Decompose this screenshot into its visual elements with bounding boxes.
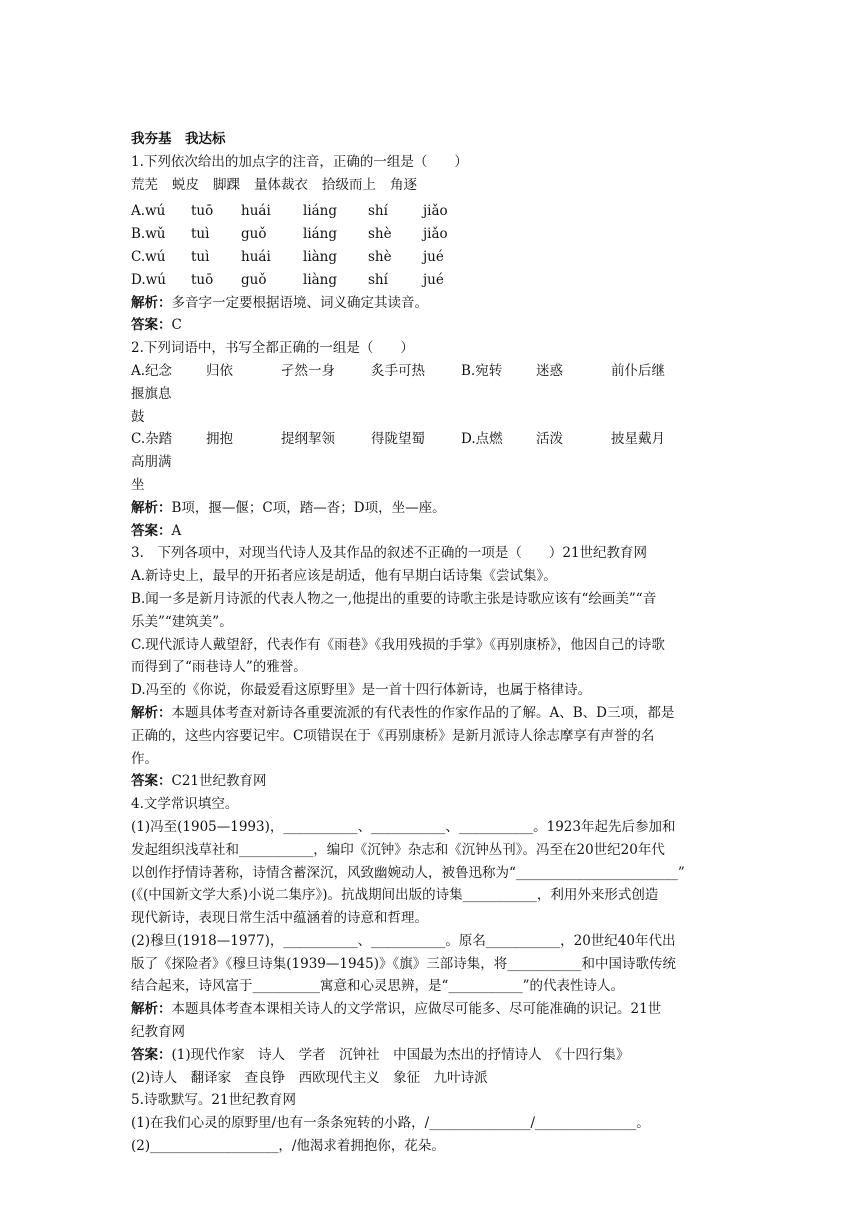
- answer-label: 答案：: [131, 773, 172, 790]
- q3-option-b-cont: 乐美”“建筑美”。: [131, 613, 233, 630]
- option-cell: shè: [368, 226, 392, 243]
- q4-answer-cont: (2)诗人 翻译家 查良铮 西欧现代主义 象征 九叶诗派: [131, 1069, 488, 1086]
- option-cell: liáng: [303, 203, 338, 220]
- option-cell: liàng: [303, 248, 338, 265]
- q3-option-d: D.冯至的《你说，你最爱看这原野里》是一首十四行体新诗，也属于格律诗。: [131, 682, 592, 699]
- analysis-text: B项，揠—偃；C项，踏—沓；D项，坐—座。: [171, 499, 446, 516]
- q3-option-c-cont: 而得到了“雨巷诗人”的雅誉。: [131, 659, 307, 676]
- q1-word: 拾级而上: [322, 176, 376, 193]
- option-cell: jiǎo: [423, 226, 448, 243]
- q2-item: A.纪念: [131, 362, 173, 379]
- option-cell: D.wú: [131, 271, 166, 288]
- q3-analysis-cont: 作。: [131, 750, 158, 767]
- q1-stem: 1.下列依次给出的加点字的注音，正确的一组是（ ）: [131, 153, 468, 170]
- answer-text: (1)现代作家 诗人 学者 沉钟社 中国最为杰出的抒情诗人 《十四行集》: [171, 1046, 630, 1063]
- q3-analysis: [131, 702, 741, 725]
- q5-line: (1)在我们心灵的原野里/也有一条条宛转的小路，/_______________/_______________。: [131, 1115, 650, 1132]
- q3-option-b: B.闻一多是新月诗派的代表人物之一,他提出的重要的诗歌主张是诗歌应该有“绘画美”“音: [131, 590, 657, 607]
- option-cell: C.wú: [131, 248, 166, 265]
- section-title: 我夯基 我达标: [131, 131, 226, 147]
- q4-analysis-cont: 纪教育网: [131, 1024, 185, 1041]
- answer-label: 答案：: [131, 1046, 172, 1063]
- q5-stem: 5.诗歌默写。21世纪教育网: [131, 1092, 297, 1109]
- q2-item: 归依: [206, 362, 233, 379]
- q2-item: 迷惑: [536, 362, 563, 379]
- option-cell: jué: [423, 248, 444, 265]
- option-cell: huái: [241, 203, 271, 220]
- q2-row-2: [131, 428, 741, 474]
- q2-item: C.杂踏: [131, 431, 173, 448]
- option-cell: huái: [241, 248, 271, 265]
- q2-item: 高朋满: [131, 454, 172, 471]
- q1-word: 脚踝: [213, 176, 240, 193]
- q5-line: (2)___________________，/他渴求着拥抱你，花朵。: [131, 1138, 445, 1155]
- q2-item: 炙手可热: [371, 362, 425, 379]
- analysis-text: 多音字一定要根据语境、词义确定其读音。: [171, 294, 428, 311]
- q3-stem: 3. 下列各项中，对现当代诗人及其作品的叙述不正确的一项是（ ）21世纪教育网: [131, 545, 648, 562]
- option-cell: shí: [368, 203, 388, 220]
- exercise-content: [131, 128, 741, 1158]
- q1-option-d: [131, 269, 741, 292]
- analysis-label: 解析：: [131, 499, 172, 516]
- analysis-label: 解析：: [131, 294, 172, 311]
- q4-part2-line: 版了《探险者》《穆旦诗集(1939—1945)》《旗》三部诗集，将___________和中国诗歌传统: [131, 955, 676, 972]
- answer-text: C21世纪教育网: [171, 773, 267, 790]
- q1-word: 蜕皮: [172, 176, 199, 193]
- q4-answer: [131, 1044, 741, 1067]
- q3-option-a: A.新诗史上，最早的开拓者应该是胡适，他有早期白话诗集《尝试集》。: [131, 568, 557, 585]
- analysis-text: 本题具体考查本课相关诗人的文学常识，应做尽可能多、尽可能准确的识记。21世: [171, 1001, 662, 1018]
- q2-item: 活泼: [536, 431, 563, 448]
- option-cell: tuì: [191, 226, 210, 243]
- option-cell: guǒ: [241, 226, 267, 243]
- q2-row-1-cont: 鼓: [131, 408, 145, 425]
- q2-answer: [131, 520, 741, 543]
- q2-item: 披星戴月: [611, 431, 665, 448]
- analysis-label: 解析：: [131, 704, 172, 721]
- q4-analysis: [131, 998, 741, 1021]
- option-cell: shí: [368, 271, 388, 288]
- q4-part1-line: 以创作抒情诗著称，诗情含蓄深沉，风致幽婉动人，被鲁迅称为“________________________”: [131, 864, 685, 881]
- q2-item: 拥抱: [206, 431, 233, 448]
- q2-item: 揠旗息: [131, 385, 172, 402]
- analysis-label: 解析：: [131, 1001, 172, 1018]
- q1-option-a: [131, 200, 741, 223]
- option-cell: liáng: [303, 226, 338, 243]
- q2-row-1: [131, 360, 741, 406]
- q1-option-b: [131, 223, 741, 246]
- answer-label: 答案：: [131, 317, 172, 334]
- answer-text: C: [171, 317, 182, 334]
- q4-part2-line: 结合起来，诗风富于__________寓意和心灵思辨，是“___________”的代表性诗人。: [131, 978, 625, 995]
- q4-part1-line: (1)冯至(1905—1993)，___________、___________、___________。1923年起先后参加和: [131, 818, 676, 835]
- q2-row-2-cont: 坐: [131, 476, 145, 493]
- option-cell: tuō: [191, 271, 214, 288]
- option-cell: guǒ: [241, 271, 267, 288]
- option-cell: shè: [368, 248, 392, 265]
- option-cell: A.wú: [131, 203, 166, 220]
- q4-part1-line: 现代新诗，表现日常生活中蕴涵着的诗意和哲理。: [131, 910, 428, 927]
- q2-item: 得陇望蜀: [371, 431, 425, 448]
- q1-word: 量体裁衣: [254, 176, 308, 193]
- q2-item: 前仆后继: [611, 362, 665, 379]
- option-cell: jué: [423, 271, 444, 288]
- q1-word: 荒芜: [131, 176, 158, 193]
- option-cell: tuō: [191, 203, 214, 220]
- q2-item: 提纲挈领: [281, 431, 335, 448]
- q3-analysis-cont: 正确的，这些内容要记牢。C项错误在于《再别康桥》是新月派诗人徐志摩享有声誉的名: [131, 727, 655, 744]
- q1-analysis: [131, 292, 741, 315]
- q3-answer: [131, 770, 741, 793]
- q2-analysis: [131, 497, 741, 520]
- q2-item: D.点燃: [461, 431, 503, 448]
- q2-stem: 2.下列词语中，书写全都正确的一组是（ ）: [131, 340, 414, 357]
- q1-word: 角逐: [390, 176, 417, 193]
- q4-part1-line: (《(中国新文学大系)小说二集序》)。抗战期间出版的诗集___________，利用外来形式创造: [131, 887, 659, 904]
- q2-item: B.宛转: [461, 362, 503, 379]
- q2-item: 孑然一身: [281, 362, 335, 379]
- analysis-text: 本题具体考查对新诗各重要流派的有代表性的作家作品的了解。A、B、D三项，都是: [171, 704, 675, 721]
- q1-option-c: [131, 246, 741, 269]
- option-cell: B.wǔ: [131, 226, 166, 243]
- q1-word-list: [131, 174, 741, 197]
- q4-stem: 4.文学常识填空。: [131, 796, 239, 813]
- q3-option-c: C.现代派诗人戴望舒，代表作有《雨巷》《我用残损的手掌》《再别康桥》，他因自己的诗歌: [131, 636, 665, 653]
- q4-part2-line: (2)穆旦(1918—1977)，___________、___________。原名___________，20世纪40年代出: [131, 932, 676, 949]
- q1-answer: [131, 314, 741, 337]
- q4-part1-line: 发起组织浅草社和___________，编印《沉钟》杂志和《沉钟丛刊》。冯至在20世纪20年代: [131, 841, 665, 858]
- answer-text: A: [171, 522, 182, 539]
- option-cell: jiǎo: [423, 203, 448, 220]
- option-cell: tuì: [191, 248, 210, 265]
- answer-label: 答案：: [131, 522, 172, 539]
- option-cell: liàng: [303, 271, 338, 288]
